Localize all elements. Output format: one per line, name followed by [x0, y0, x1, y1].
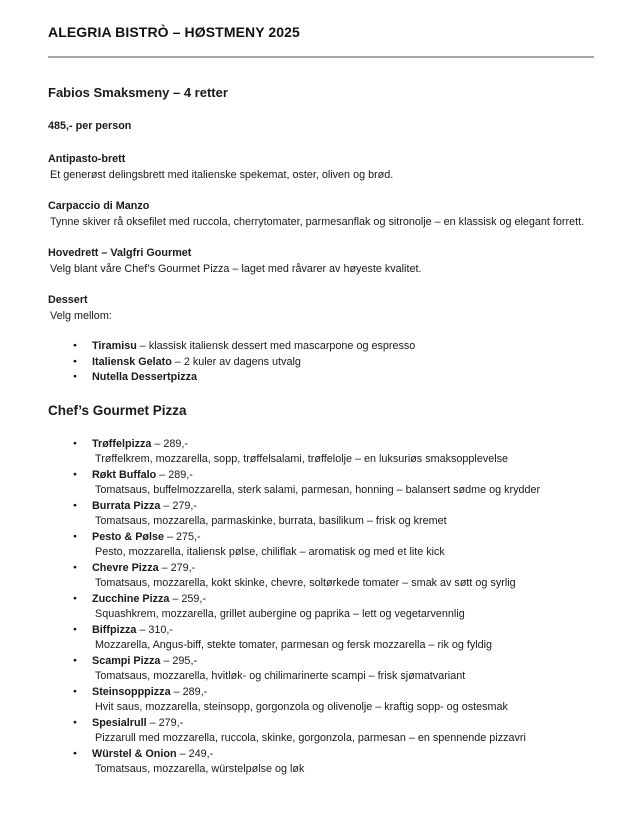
pizza-item: [92, 623, 594, 654]
pizza-description: Mozzarella, Angus-biff, stekte tomater, parmesan og fersk mozzarella – rik og fyldig: [95, 639, 493, 651]
pizza-name: Røkt Buffalo: [92, 468, 157, 481]
course-description: Tynne skiver rå oksefilet med ruccola, cherrytomater, parmesanflak og sitronolje – en klassisk og elegant forrett.: [50, 215, 585, 228]
document-title: ALEGRIA BISTRÒ – HØSTMENY 2025: [48, 24, 300, 40]
pizza-name: Chevre Pizza: [92, 561, 159, 574]
dessert-option-description: – klassisk italiensk dessert med mascarpone og espresso: [136, 340, 416, 352]
pizza-item: [92, 499, 594, 530]
dessert-option-name: Italiensk Gelato: [92, 355, 172, 368]
pizza-name: Steinsopppizza: [92, 685, 171, 698]
course-description: Et generøst delingsbrett med italienske spekemat, oster, oliven og brød.: [50, 168, 394, 181]
pizza-name: Burrata Pizza: [92, 499, 161, 512]
dessert-option-name: Tiramisu: [92, 340, 137, 352]
pizza-price: – 259,-: [169, 592, 207, 605]
course-description: Velg blant våre Chef’s Gourmet Pizza – laget med råvarer av høyeste kvalitet.: [50, 262, 422, 275]
pizza-item: [92, 530, 594, 561]
course-name: Carpaccio di Manzo: [48, 200, 150, 212]
pizza-item: [92, 468, 594, 499]
course-name: Antipasto-brett: [48, 153, 126, 165]
course-description: Velg mellom:: [50, 309, 112, 322]
pizza-price: – 279,-: [158, 561, 196, 574]
pizza-price: – 249,-: [176, 747, 214, 760]
pizza-item: [92, 437, 594, 468]
title-divider: [48, 56, 594, 58]
pizza-name: Biffpizza: [92, 623, 137, 636]
dessert-option: [92, 370, 594, 386]
pizza-item: [92, 716, 594, 747]
pizza-name: Scampi Pizza: [92, 654, 161, 667]
course-antipasto-brett: [48, 152, 594, 183]
pizza-description: Pizzarull med mozzarella, ruccola, skinke, gorgonzola, parmesan – en spennende pizzavri: [95, 732, 526, 744]
pizza-item: [92, 747, 594, 778]
pizza-description: Tomatsaus, mozzarella, würstelpølse og løk: [95, 763, 305, 775]
pizza-price: – 289,-: [170, 685, 208, 698]
pizza-item: [92, 654, 594, 685]
pizza-name: Würstel & Onion: [92, 747, 177, 760]
pizza-description: Tomatsaus, mozzarella, hvitløk- og chilimarinerte scampi – frisk sjømatvariant: [95, 670, 466, 682]
pizza-price: – 295,-: [160, 654, 198, 667]
dessert-options-list: [48, 339, 594, 386]
tasting-menu-section: [48, 85, 594, 386]
course-hovedrett-valgfri-gourmet: [48, 246, 594, 277]
pizza-price: – 279,-: [160, 499, 198, 512]
pizza-price: – 279,-: [146, 716, 184, 729]
pizza-description: Tomatsaus, mozzarella, kokt skinke, chevre, soltørkede tomater – smak av søtt og syrlig: [95, 577, 516, 589]
pizza-name: Spesialrull: [92, 716, 147, 729]
pizza-item: [92, 561, 594, 592]
pizza-description: Tomatsaus, mozzarella, parmaskinke, burrata, basilikum – frisk og kremet: [95, 515, 447, 527]
pizza-price: – 275,-: [164, 530, 201, 543]
dessert-option: [92, 339, 594, 355]
pizza-list: [48, 437, 594, 778]
pizza-name: Zucchine Pizza: [92, 592, 170, 605]
course-dessert: [48, 293, 594, 324]
pizza-description: Trøffelkrem, mozzarella, sopp, trøffelsalami, trøffelolje – en luksuriøs smaksopplevelse: [95, 453, 509, 465]
course-name: Dessert: [48, 294, 88, 306]
tasting-menu-heading: Fabios Smaksmeny – 4 retter: [48, 85, 228, 100]
pizza-price: – 289,-: [156, 468, 193, 481]
pizza-name: Pesto & Pølse: [92, 530, 165, 543]
course-name: Hovedrett – Valgfri Gourmet: [48, 247, 192, 259]
dessert-option-description: – 2 kuler av dagens utvalg: [171, 355, 301, 368]
pizza-name: Trøffelpizza: [92, 437, 152, 450]
pizza-price: – 310,-: [136, 623, 174, 636]
pizza-description: Pesto, mozzarella, italiensk pølse, chiliflak – aromatisk og med et lite kick: [95, 546, 445, 558]
dessert-option-name: Nutella Dessertpizza: [92, 371, 198, 383]
course-carpaccio-di-manzo: [48, 199, 594, 230]
pizza-description: Squashkrem, mozzarella, grillet aubergine og paprika – lett og vegetarvennlig: [95, 608, 465, 620]
pizza-description: Tomatsaus, buffelmozzarella, sterk salami, parmesan, honning – balansert sødme og krydder: [95, 484, 541, 496]
pizza-item: [92, 685, 594, 716]
pizza-menu-section: [48, 402, 594, 778]
pizza-price: – 289,-: [151, 437, 189, 450]
tasting-menu-price: 485,- per person: [48, 120, 132, 132]
pizza-description: Hvit saus, mozzarella, steinsopp, gorgonzola og olivenolje – kraftig sopp- og ostesmak: [95, 701, 508, 713]
pizza-item: [92, 592, 594, 623]
pizza-menu-heading: Chef’s Gourmet Pizza: [48, 402, 187, 418]
dessert-option: [92, 355, 594, 371]
